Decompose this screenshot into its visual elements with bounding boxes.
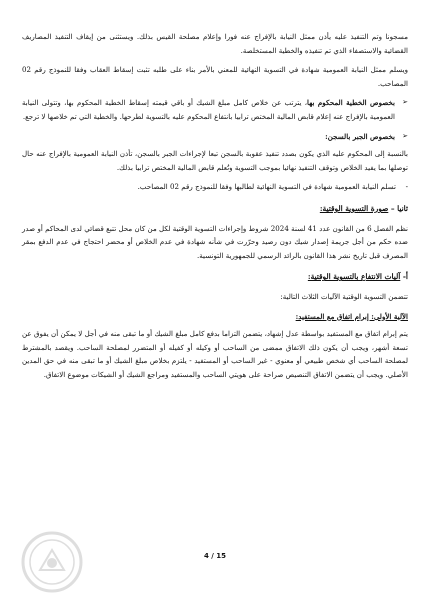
heading-temporary-settlement: [22, 202, 408, 216]
bullet-imprisonment: ➢ بخصوص الجبر بالسجن:: [22, 130, 408, 144]
dash-marker: -: [405, 182, 408, 192]
page-number: 4 / 15: [203, 552, 227, 560]
dash-item-text: تسلم النيابة العمومية شهادة في التسوية النهائية لطالبها وفقا للنموذج رقم 02 المصاحب.: [137, 182, 396, 192]
heading-mechanisms-text: آليات الانتفاع بالتسوية الوقتية:: [307, 272, 401, 282]
paragraph-release: مسجونا وتم التنفيذ عليه يأذن ممثل النيابة بالإفراج عنه فورا وإعلام مصلحة القيس بذلك. ويستثنى من إيقاف التنفيذ المصاريف القضائية والاستصفاء الذي تم تنفيذه والخطية المستخلصة.: [22, 32, 408, 55]
heading-mechanisms-number: أ-: [400, 272, 408, 282]
bullet-fine-title: بخصوص الخطية المحكوم بها: [307, 98, 395, 108]
dash-item-certificate: [22, 180, 408, 194]
paragraph-certificate: ويسلم ممثل النيابة العمومية شهادة في التسوية النهائية للمعني بالأمر بناء على طلبه تثبت إسقاط العقاب وفقا للنموذج رقم 02 المصاحب.: [22, 65, 408, 88]
ministry-seal-watermark: [20, 530, 84, 594]
paragraph-article-6: نظم الفصل 6 من القانون عدد 41 لسنة 2024 شروط وإجراءات التسوية الوقتية لكل من كان محل تتبع قضائي لدى المحاكم أو صدر ضده حكم من أجل جريمة إصدار شيك دون رصيد وحرّرت في شأنه شهادة في عدم الخلاص أو محضر احتجاج في عدم الدفع بمقر المصرف قبل تاريخ نشر هذا القانون بالرائد الرسمي للجمهورية التونسية.: [22, 223, 408, 260]
bullet-fine: [22, 96, 408, 123]
heading-temporary-settlement-text: صورة التسوية الوقتية:: [319, 203, 389, 213]
paragraph-mechanisms-intro: تتضمن التسوية الوقتية الآليات الثلاث التالية:: [280, 291, 408, 301]
heading-mechanisms: [22, 270, 408, 284]
document-body: [22, 30, 408, 387]
heading-temporary-settlement-number: ثانيا –: [388, 203, 408, 213]
paragraph-agreement: يتم إبرام اتفاق مع المستفيد بواسطة عدل إشهاد، يتضمن التزاما بدفع كامل مبلغ الشيك أو ما تبقى منه في أجل لا يمكن أن يفوق عن تسعة أشهر، ويجب أن يكون ذلك الاتفاق ممضى من الساحب أو وكيله أو كفيله أو المتضرر لمصلحة الساحب. ويقصد بالمشترط لمصلحة الساحب أي شخص طبيعي أو معنوي - غير الساحب أو المستفيد - يلتزم بخلاص مبلغ الشيك أو ما تبقى منه في حق المدين الأصلي. ويجب أن يتضمن الاتفاق التنصيص صراحة على هويتي الساحب والمستفيد ومراجع الشيك أو الشيكات موضوع الاتفاق.: [22, 329, 408, 379]
bullet-fine-text: ، يترتب عن خلاص كامل مبلغ الشيك أو باقي قيمته إسقاط الخطية المحكوم بها، وتتولى النيابة العمومية بالإفراج عنه إعلام قابض المالية المختص ترابيا بانتفاع المحكوم عليه بالتسوية لطرحها. والخطية التي تم خلاصها لا ترجع.: [22, 98, 395, 121]
paragraph-imprisonment: بالنسبة إلى المحكوم عليه الذي يكون بصدد تنفيذ عقوبة بالسجن تبعا لإجراءات الجبر بالسجن، تأذن النيابة العمومية بالإفراج عنه حال توصلها بما يفيد الخلاص وتوقف التنفيذ نهائيا بموجب التسوية وتُعلم قابض المالية المختص ترابيا بذلك.: [22, 149, 408, 172]
heading-first-mechanism: الآلية الأولى: إبرام اتفاق مع المستفيد:: [295, 311, 408, 321]
